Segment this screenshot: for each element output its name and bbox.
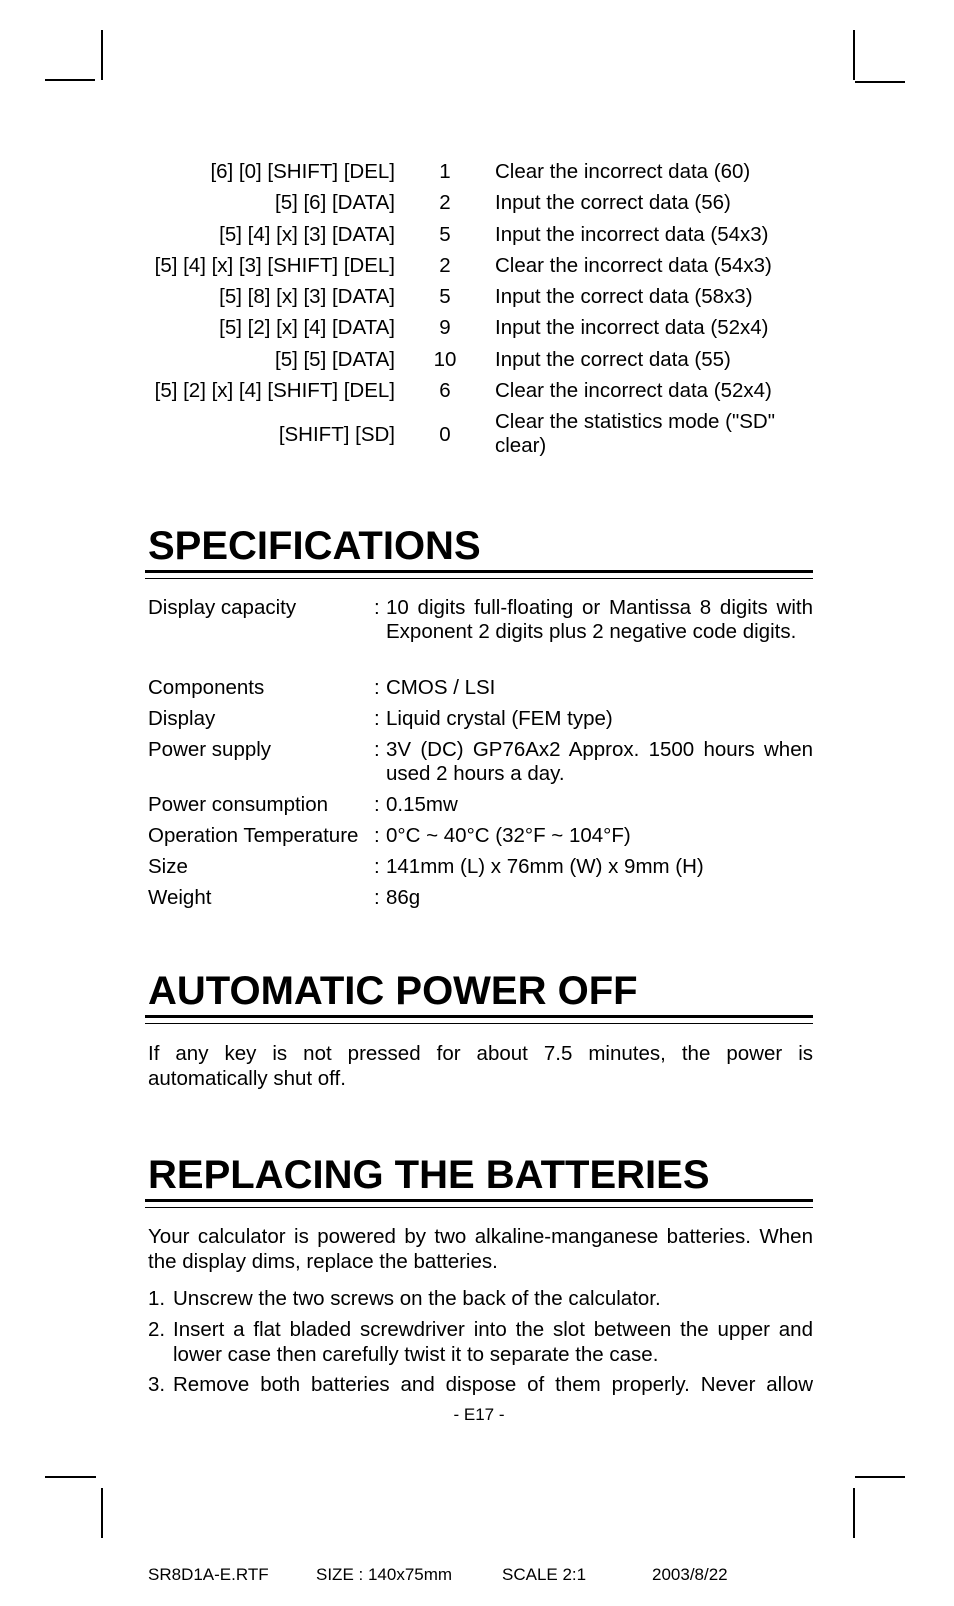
- crop-mark-top-right-vertical: [853, 30, 855, 80]
- step-text: Insert a flat bladed screwdriver into the slot between the upper and lower case then carefully twist it to separate the case.: [173, 1318, 813, 1366]
- spec-value: Liquid crystal (FEM type): [386, 707, 613, 730]
- step-text: Unscrew the two screws on the back of the calculator.: [173, 1287, 661, 1310]
- operation-description: Input the correct data (58x3): [495, 285, 753, 308]
- crop-mark-top-right-horizontal: [855, 81, 905, 83]
- key-sequence: [5] [6] [DATA]: [275, 191, 395, 214]
- operation-description: Input the correct data (55): [495, 348, 731, 371]
- operation-description: Clear the incorrect data (60): [495, 160, 751, 183]
- key-sequence: [5] [2] [x] [4] [DATA]: [219, 316, 395, 339]
- operation-description: Clear the incorrect data (52x4): [495, 379, 772, 402]
- spec-value: 86g: [386, 886, 421, 909]
- crop-mark-bottom-right-horizontal: [855, 1476, 905, 1478]
- operation-description: Clear the incorrect data (54x3): [495, 254, 772, 277]
- operation-description: Clear the statistics mode ("SD" clear): [495, 410, 776, 457]
- batteries-intro: Your calculator is powered by two alkaline-manganese batteries. When the display dims, replace the batteries.: [148, 1225, 813, 1273]
- spec-value: 0.15mw: [386, 793, 458, 816]
- key-sequence: [6] [0] [SHIFT] [DEL]: [210, 160, 395, 183]
- key-sequence: [5] [5] [DATA]: [275, 348, 395, 371]
- spec-colon: :: [374, 855, 380, 878]
- display-value: 6: [439, 379, 451, 402]
- display-value: 5: [439, 223, 451, 246]
- spec-row: [148, 596, 813, 670]
- key-sequence: [5] [4] [x] [3] [DATA]: [219, 223, 395, 246]
- crop-mark-bottom-left-horizontal: [45, 1476, 96, 1478]
- table-row: [0, 223, 954, 249]
- spec-label: Display capacity: [148, 596, 297, 619]
- spec-label: Power consumption: [148, 793, 329, 816]
- table-row: [0, 285, 954, 311]
- table-row: [0, 379, 954, 405]
- display-value: 2: [439, 254, 451, 277]
- spec-label: Size: [148, 855, 188, 878]
- crop-mark-bottom-left-vertical: [101, 1488, 103, 1538]
- spec-label: Components: [148, 676, 265, 699]
- spec-label: Operation Temperature: [148, 824, 359, 847]
- spec-label: Power supply: [148, 738, 272, 761]
- heading-rule: [145, 1015, 813, 1024]
- spec-colon: :: [374, 824, 380, 847]
- spec-value: 0°C ~ 40°C (32°F ~ 104°F): [386, 824, 631, 847]
- key-sequence: [5] [4] [x] [3] [SHIFT] [DEL]: [154, 254, 395, 277]
- heading-rule: [145, 1199, 813, 1208]
- specifications-heading: SPECIFICATIONS: [148, 524, 481, 568]
- table-row: [0, 254, 954, 280]
- spec-value: CMOS / LSI: [386, 676, 496, 699]
- auto-power-off-heading: AUTOMATIC POWER OFF: [148, 969, 638, 1013]
- key-sequence: [5] [2] [x] [4] [SHIFT] [DEL]: [154, 379, 395, 402]
- operation-description: Input the incorrect data (52x4): [495, 316, 769, 339]
- table-row: [0, 410, 954, 460]
- crop-mark-top-left-vertical: [101, 30, 103, 80]
- spec-value: 3V (DC) GP76Ax2 Approx. 1500 hours when used 2 hours a day.: [386, 738, 813, 785]
- spec-label: Display: [148, 707, 216, 730]
- auto-power-off-text: If any key is not pressed for about 7.5 minutes, the power is automatically shut off.: [148, 1042, 813, 1090]
- table-row: [0, 191, 954, 217]
- page-number: - E17 -: [453, 1405, 505, 1424]
- display-value: 0: [439, 423, 451, 446]
- step-text: Remove both batteries and dispose of them properly. Never allow: [173, 1373, 813, 1396]
- table-row: [0, 348, 954, 374]
- crop-mark-top-left-horizontal: [45, 79, 95, 81]
- operation-description: Input the incorrect data (54x3): [495, 223, 769, 246]
- key-sequence: [SHIFT] [SD]: [278, 423, 395, 446]
- display-value: 2: [439, 191, 451, 214]
- crop-mark-bottom-right-vertical: [853, 1488, 855, 1538]
- spec-colon: :: [374, 793, 380, 816]
- spec-value: 10 digits full-floating or Mantissa 8 digits with Exponent 2 digits plus 2 negative code digits.: [386, 596, 813, 643]
- heading-rule: [145, 570, 813, 579]
- step-number: 2.: [148, 1318, 166, 1341]
- step-number: 3.: [148, 1373, 166, 1396]
- spec-colon: :: [374, 676, 380, 699]
- spec-colon: :: [374, 886, 380, 909]
- spec-label: Weight: [148, 886, 212, 909]
- step-number: 1.: [148, 1287, 166, 1310]
- spec-colon: :: [374, 738, 380, 761]
- table-row: [0, 160, 954, 186]
- footer-filename: SR8D1A-E.RTF: [148, 1565, 269, 1584]
- display-value: 10: [433, 348, 457, 371]
- key-sequence: [5] [8] [x] [3] [DATA]: [219, 285, 395, 308]
- table-row: [0, 316, 954, 342]
- batteries-heading: REPLACING THE BATTERIES: [148, 1153, 710, 1197]
- spec-value: 141mm (L) x 76mm (W) x 9mm (H): [386, 855, 704, 878]
- display-value: 1: [439, 160, 451, 183]
- display-value: 5: [439, 285, 451, 308]
- display-value: 9: [439, 316, 451, 339]
- footer-size: SIZE : 140x75mm: [316, 1565, 453, 1584]
- operation-description: Input the correct data (56): [495, 191, 731, 214]
- footer-date: 2003/8/22: [652, 1565, 728, 1584]
- spec-colon: :: [374, 596, 380, 619]
- footer-scale: SCALE 2:1: [502, 1565, 587, 1584]
- spec-colon: :: [374, 707, 380, 730]
